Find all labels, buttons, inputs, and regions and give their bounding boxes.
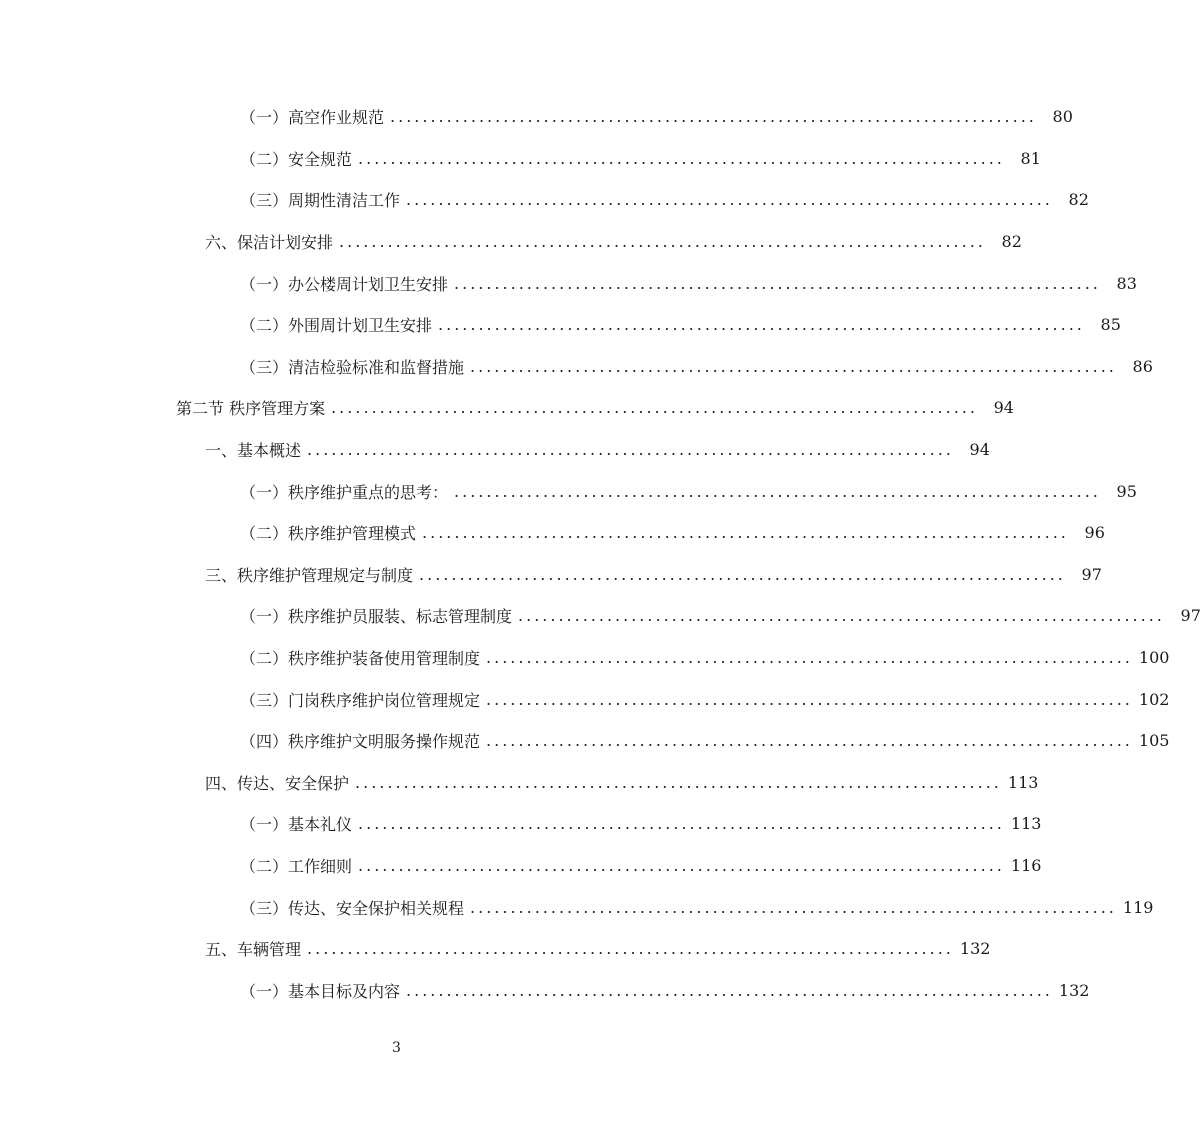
toc-entry-page: 96 bbox=[1084, 523, 1105, 543]
toc-entry-page: 83 bbox=[1116, 273, 1137, 293]
toc-entry-page: 94 bbox=[969, 440, 990, 460]
toc-entry-page: 132 bbox=[959, 939, 991, 959]
toc-entry-page: 105 bbox=[1138, 731, 1170, 751]
toc-entry-title: （二）外围周计划卫生安排 bbox=[240, 316, 433, 336]
dot-leader: ................................................................................ bbox=[390, 107, 1037, 127]
toc-entry-page: 82 bbox=[1068, 190, 1089, 210]
toc-entry[interactable] bbox=[0, 262, 1137, 304]
dot-leader: ................................................................................ bbox=[406, 190, 1053, 210]
toc-entry-page: 132 bbox=[1058, 980, 1090, 1000]
toc-entry-page: 86 bbox=[1132, 356, 1153, 376]
toc-entry[interactable] bbox=[0, 554, 1102, 596]
toc-entry-title: （一）秩序维护重点的思考： bbox=[240, 482, 449, 502]
toc-entry-page: 116 bbox=[1010, 855, 1042, 875]
toc-entry[interactable] bbox=[0, 637, 1170, 679]
dot-leader: ................................................................................ bbox=[438, 315, 1085, 335]
toc-entry-page: 119 bbox=[1122, 897, 1154, 917]
toc-entry[interactable] bbox=[0, 678, 1170, 720]
dot-leader: ................................................................................ bbox=[422, 523, 1069, 543]
toc-entry[interactable] bbox=[0, 595, 1201, 637]
toc-entry-page: 100 bbox=[1138, 648, 1170, 668]
toc-entry-title: 一、基本概述 bbox=[205, 441, 302, 461]
toc-entry-page: 80 bbox=[1052, 107, 1073, 127]
dot-leader: ................................................................................ bbox=[307, 939, 954, 959]
toc-entry-title: （二）秩序维护管理模式 bbox=[240, 524, 417, 544]
dot-leader: ................................................................................ bbox=[358, 855, 1005, 875]
toc-entry-title: （三）清洁检验标准和监督措施 bbox=[240, 357, 465, 377]
dot-leader: ................................................................................ bbox=[355, 772, 1002, 792]
toc-entry-title: （一）基本礼仪 bbox=[240, 815, 353, 835]
dot-leader: ................................................................................ bbox=[358, 148, 1005, 168]
toc-entry[interactable] bbox=[0, 886, 1154, 928]
toc-entry-title: （四）秩序维护文明服务操作规范 bbox=[240, 732, 481, 752]
toc-entry-title: （一）办公楼周计划卫生安排 bbox=[240, 274, 449, 294]
dot-leader: ................................................................................ bbox=[470, 356, 1117, 376]
toc-entry-title: （二）工作细则 bbox=[240, 856, 353, 876]
toc-entry-page: 113 bbox=[1007, 772, 1039, 792]
dot-leader: ................................................................................ bbox=[339, 232, 986, 252]
dot-leader: ................................................................................ bbox=[486, 731, 1133, 751]
dot-leader: ................................................................................ bbox=[358, 814, 1005, 834]
toc-entry-page: 113 bbox=[1010, 814, 1042, 834]
toc-entry[interactable] bbox=[0, 762, 1039, 804]
toc-entry-title: （二）秩序维护装备使用管理制度 bbox=[240, 649, 481, 669]
toc-entry-title: （一）高空作业规范 bbox=[240, 108, 385, 128]
toc-entry[interactable] bbox=[0, 845, 1042, 887]
toc-entry[interactable] bbox=[0, 346, 1153, 388]
toc-entry-page: 102 bbox=[1138, 689, 1170, 709]
toc-entry[interactable] bbox=[0, 512, 1105, 554]
dot-leader: ................................................................................ bbox=[419, 564, 1066, 584]
dot-leader: ................................................................................ bbox=[331, 398, 978, 418]
toc-entry-title: （三）周期性清洁工作 bbox=[240, 191, 401, 211]
toc-entry-title: 六、保洁计划安排 bbox=[205, 233, 334, 253]
dot-leader: ................................................................................ bbox=[406, 980, 1053, 1000]
toc-entry-title: （一）基本目标及内容 bbox=[240, 981, 401, 1001]
toc-entry-page: 95 bbox=[1116, 481, 1137, 501]
toc-entry-title: 五、车辆管理 bbox=[205, 940, 302, 960]
dot-leader: ................................................................................ bbox=[486, 689, 1133, 709]
toc-entry-page: 94 bbox=[993, 398, 1014, 418]
toc-entry-page: 82 bbox=[1001, 232, 1022, 252]
toc-entry[interactable] bbox=[0, 803, 1042, 845]
toc-entry[interactable] bbox=[0, 179, 1089, 221]
dot-leader: ................................................................................ bbox=[454, 273, 1101, 293]
toc-entry[interactable] bbox=[0, 96, 1073, 138]
table-of-contents bbox=[0, 96, 1201, 1011]
toc-entry[interactable] bbox=[0, 969, 1090, 1011]
dot-leader: ................................................................................ bbox=[486, 648, 1133, 668]
toc-entry-page: 85 bbox=[1100, 315, 1121, 335]
dot-leader: ................................................................................ bbox=[307, 440, 954, 460]
toc-entry-page: 97 bbox=[1081, 564, 1102, 584]
toc-entry[interactable] bbox=[0, 304, 1121, 346]
toc-entry[interactable] bbox=[0, 720, 1170, 762]
toc-entry-title: 三、秩序维护管理规定与制度 bbox=[205, 565, 414, 585]
toc-entry[interactable] bbox=[0, 138, 1041, 180]
toc-entry-title: （三）传达、安全保护相关规程 bbox=[240, 898, 465, 918]
page-number: 3 bbox=[392, 1040, 401, 1056]
dot-leader: ................................................................................ bbox=[470, 897, 1117, 917]
dot-leader: ................................................................................ bbox=[518, 606, 1165, 626]
toc-entry-page: 81 bbox=[1020, 148, 1041, 168]
toc-entry[interactable] bbox=[0, 387, 1014, 429]
toc-entry[interactable] bbox=[0, 429, 990, 471]
toc-entry-title: 四、传达、安全保护 bbox=[205, 773, 350, 793]
dot-leader: ................................................................................ bbox=[454, 481, 1101, 501]
toc-entry[interactable] bbox=[0, 928, 991, 970]
toc-entry-title: （二）安全规范 bbox=[240, 149, 353, 169]
toc-entry[interactable] bbox=[0, 221, 1022, 263]
toc-entry-title: 第二节 秩序管理方案 bbox=[176, 399, 326, 419]
toc-entry[interactable] bbox=[0, 470, 1137, 512]
toc-entry-title: （一）秩序维护员服装、标志管理制度 bbox=[240, 607, 513, 627]
toc-entry-page: 97 bbox=[1180, 606, 1201, 626]
toc-entry-title: （三）门岗秩序维护岗位管理规定 bbox=[240, 690, 481, 710]
